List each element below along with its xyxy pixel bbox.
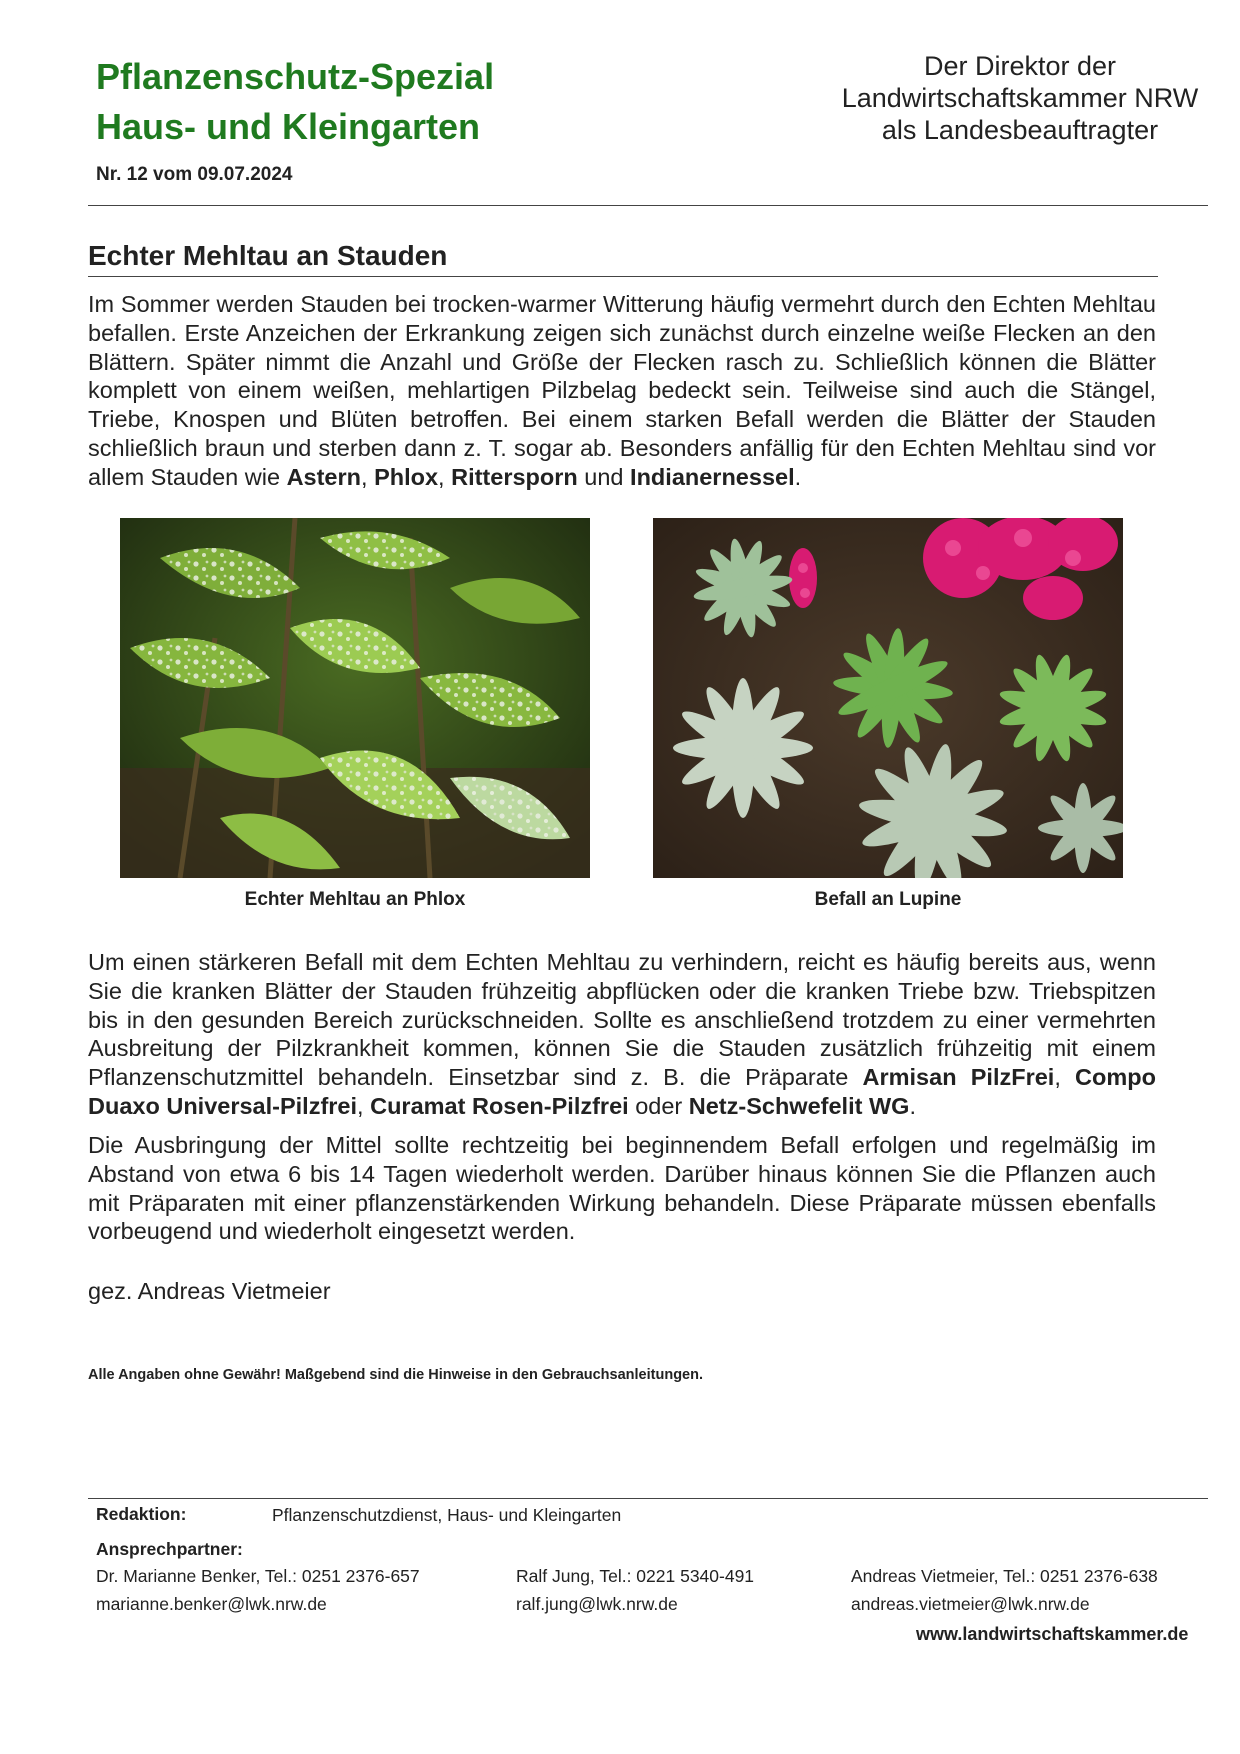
contact-name-benker: Dr. Marianne Benker, Tel.: 0251 2376-657: [96, 1566, 420, 1586]
director-line3: als Landesbeauftragter: [881, 115, 1159, 145]
footer-divider: [88, 1498, 1208, 1499]
plant-astern: Astern: [286, 463, 361, 490]
contact-email-jung[interactable]: ralf.jung@lwk.nrw.de: [516, 1594, 678, 1614]
newsletter-title: [96, 52, 494, 152]
heading-divider: [88, 276, 1158, 277]
treatment-text: Um einen stärkeren Befall mit dem Echten Mehltau zu verhindern, reicht es häufig bereits aus, wenn Sie die kranken Blätter der Stauden frühzeitig abpflücken oder die kranken Triebe bzw. Triebspitzen bis in den gesunden Bereich zurückschneiden. Sollte es anschließend trotzdem zu einer vermehrten Ausbreitung der Pilzkrankheit kommen, können Sie die Stauden zusätzlich frühzeitig mit einem Pflanzenschutzmittel behandeln. Einsetzbar sind z. B. die Präparate: [88, 949, 1156, 1091]
phlox-mildew-illustration: [120, 518, 590, 878]
director-block: [830, 50, 1210, 146]
issue-number: Nr. 12 vom 09.07.2024: [96, 164, 293, 185]
intro-text: Im Sommer werden Stauden bei trocken-warmer Witterung häufig vermehrt durch den Echten Mehltau befallen. Erste Anzeichen der Erkrankung zeigen sich zunächst durch einzelne weiße Flecken an den Blättern. Später nimmt die Anzahl und Größe der Flecken rasch zu. Schließlich können die Blätter komplett von einem weißen, mehlartigen Pilzbelag bedeckt sein. Teilweise sind auch die Stängel, Triebe, Knospen und Blüten betroffen. Bei einem starken Befall werden die Blätter der Stauden schließlich braun und sterben dann z. T. sogar ab. Besonders anfällig für den Echten Mehltau sind vor allem Stauden wie: [88, 291, 1156, 490]
photo-caption-lupine: Befall an Lupine: [814, 889, 962, 910]
disclaimer: Alle Angaben ohne Gewähr! Maßgebend sind die Hinweise in den Gebrauchsanleitungen.: [88, 1367, 703, 1383]
separator: ,: [357, 1092, 371, 1119]
separator: ,: [1054, 1064, 1076, 1091]
plant-indianernessel: Indianernessel: [630, 463, 795, 490]
product-compo: Compo Duaxo Universal-Pilzfrei: [88, 1064, 1156, 1119]
plant-phlox: Phlox: [374, 463, 439, 490]
website-link[interactable]: www.landwirtschaftskammer.de: [916, 1624, 1189, 1644]
separator: ,: [438, 463, 452, 490]
signature: gez. Andreas Vietmeier: [88, 1278, 331, 1304]
redaktion-value: Pflanzenschutzdienst, Haus- und Kleingarten: [272, 1505, 622, 1525]
contact-email-benker[interactable]: marianne.benker@lwk.nrw.de: [96, 1594, 327, 1614]
director-line2: Landwirtschaftskammer NRW: [841, 83, 1199, 113]
contact-name-jung: Ralf Jung, Tel.: 0221 5340-491: [516, 1566, 755, 1586]
intro-paragraph: [88, 290, 1156, 492]
newsletter-title-line2: Haus- und Kleingarten: [96, 106, 481, 147]
contact-name-vietmeier: Andreas Vietmeier, Tel.: 0251 2376-638: [851, 1566, 1158, 1586]
treatment-paragraph: [88, 948, 1156, 1121]
redaktion-label: Redaktion:: [96, 1504, 187, 1524]
photo-caption-phlox: Echter Mehltau an Phlox: [244, 889, 466, 910]
lupine-mildew-photo: [653, 518, 1123, 878]
separator: .: [909, 1092, 916, 1119]
director-line1: Der Direktor der: [923, 51, 1117, 81]
header-divider: [88, 205, 1208, 206]
separator: und: [577, 463, 631, 490]
separator: .: [794, 463, 802, 490]
lupine-mildew-illustration: [653, 518, 1123, 878]
article-heading: Echter Mehltau an Stauden: [88, 240, 448, 271]
separator: oder: [628, 1092, 689, 1119]
contact-email-vietmeier[interactable]: andreas.vietmeier@lwk.nrw.de: [851, 1594, 1090, 1614]
product-curamat: Curamat Rosen-Pilzfrei: [370, 1092, 629, 1119]
phlox-mildew-photo: [120, 518, 590, 878]
application-paragraph: Die Ausbringung der Mittel sollte rechtzeitig bei beginnendem Befall erfolgen und regelmäßig im Abstand von etwa 6 bis 14 Tagen wiederholt werden. Darüber hinaus können Sie die Pflanzen auch mit Präparaten mit einer pflanzenstärkenden Wirkung behandeln. Diese Präparate müssen ebenfalls vorbeugend und wiederholt eingesetzt werden.: [88, 1132, 1156, 1245]
contacts-label: Ansprechpartner:: [96, 1539, 243, 1559]
product-netz-schwefelit: Netz-Schwefelit WG: [688, 1092, 910, 1119]
plant-rittersporn: Rittersporn: [451, 463, 578, 490]
separator: ,: [361, 463, 375, 490]
newsletter-title-line1: Pflanzenschutz-Spezial: [96, 56, 495, 97]
product-armisan: Armisan PilzFrei: [862, 1064, 1055, 1091]
